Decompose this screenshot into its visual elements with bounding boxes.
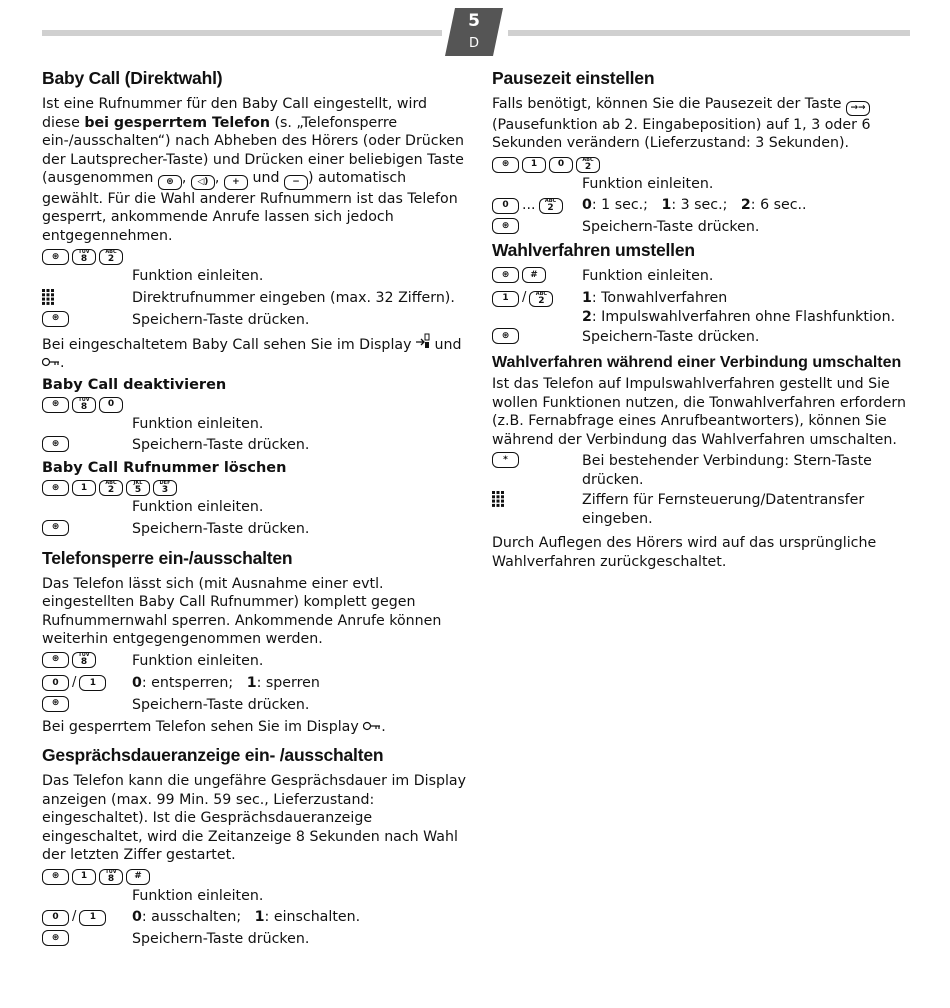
key-1: 1: [72, 480, 96, 496]
page-language: D: [468, 36, 479, 51]
plus-key: +: [224, 175, 248, 190]
step-row: ⊛ Speichern-Taste drücken.: [42, 696, 466, 716]
save-key: ⊛: [42, 520, 69, 536]
step-row: ⊛ Speichern-Taste drücken.: [42, 311, 466, 331]
save-key: ⊛: [42, 311, 69, 327]
pause-key: →→: [846, 101, 870, 116]
key-1: 1: [72, 869, 96, 885]
keypad-icon: [492, 491, 504, 507]
step-text: Funktion einleiten.: [132, 887, 264, 904]
right-column: [492, 68, 912, 574]
key-3: DEF 3: [153, 480, 177, 496]
baby-call-icon: [416, 333, 430, 349]
pause-title: Pausezeit einstellen: [492, 68, 655, 88]
phone-lock-text: Das Telefon lässt sich (mit Ausnahme einer evtl. eingestellten Baby Call Rufnummer) komplett gegen Rufnummernwahl sperren. Ankommende Anrufe können weiterhin entgegengenommen werden.: [42, 575, 442, 648]
dial-mode-during-call-title: Wahlverfahren während einer Verbindung umschalten: [492, 354, 902, 372]
key-1: 1: [79, 910, 106, 926]
phone-lock-note: Bei gesperrtem Telefon sehen Sie im Display .: [42, 718, 386, 735]
key-2: ABC 2: [99, 480, 123, 496]
save-key: ⊛: [492, 157, 519, 173]
key-0: 0: [549, 157, 573, 173]
step-row: ⊛ Speichern-Taste drücken.: [42, 520, 466, 540]
pause-key-sequence: [492, 156, 912, 174]
save-key: ⊛: [42, 249, 69, 265]
key-2: ABC 2: [539, 198, 563, 214]
header-rule-right: [508, 30, 910, 36]
step-row: Ziffern für Fernsteuerung/Datentransfer eingeben.: [492, 491, 912, 528]
keypad-icon: [42, 289, 54, 305]
speaker-key: ◁): [191, 175, 215, 190]
key-0: 0: [492, 198, 519, 214]
step-row: ⊛ Speichern-Taste drücken.: [42, 436, 466, 456]
star-key: *: [492, 452, 519, 468]
key-1: 1: [492, 291, 519, 307]
step-row: ⊛ Speichern-Taste drücken.: [492, 328, 912, 348]
save-key: ⊛: [42, 397, 69, 413]
key-0: 0: [42, 910, 69, 926]
baby-call-intro: Ist eine Rufnummer für den Baby Call eingestellt, wird diese bei gesperrtem Telefon (s. „Telefonsperre ein-/ausschalten“) nach Abheben des Hörers (oder Drücken der Lautsprecher-Taste) und Drücken einer beliebigen Taste (ausgenommen ⊛ , ◁) , + und − ) automatisch gewählt. Für die Wahl anderer Rufnummern ist das Telefon gesperrt, ankommende Anrufe lassen sich jedoch entgegennehmen.: [42, 96, 465, 244]
save-key: ⊛: [42, 480, 69, 496]
key-hash: #: [126, 869, 150, 885]
dial-mode-title: Wahlverfahren umstellen: [492, 240, 695, 261]
key-0: 0: [99, 397, 123, 413]
call-duration-title: Gesprächsdaueranzeige ein- /ausschalten: [42, 745, 384, 766]
step-row: 0 ... ABC 2 0: 1 sec.; 1: 3 sec.; 2: 6 sec..: [492, 196, 912, 216]
key-5: JKL 5: [126, 480, 150, 496]
step-row: Direktrufnummer eingeben (max. 32 Ziffern).: [42, 289, 466, 309]
save-key: ⊛: [42, 869, 69, 885]
key-lock-icon: [42, 357, 60, 367]
step-text: Funktion einleiten.: [132, 415, 264, 432]
step-row: 1 / ABC 2 1: Tonwahlverfahren 2: Impulswahlverfahren ohne Flashfunktion.: [492, 289, 912, 326]
baby-call-delete-title: Baby Call Rufnummer löschen: [42, 460, 287, 477]
save-key: ⊛: [42, 436, 69, 452]
step-row: ⊛ TUV 8 Funktion einleiten.: [42, 652, 466, 672]
pause-text: Falls benötigt, können Sie die Pausezeit der Taste →→ (Pausefunktion ab 2. Eingabeposition) auf 1, 3 oder 6 Sekunden verändern (Lieferzustand: 3 Sekunden).: [492, 96, 871, 152]
key-2: ABC 2: [576, 157, 600, 173]
phone-lock-title: Telefonsperre ein-/ausschalten: [42, 547, 293, 568]
key-8: TUV 8: [72, 652, 96, 668]
save-key: ⊛: [42, 652, 69, 668]
save-key: ⊛: [42, 696, 69, 712]
save-key: ⊛: [158, 175, 182, 190]
dial-mode-during-call-text: Ist das Telefon auf Impulswahlverfahren gestellt und Sie wollen Funktionen nutzen, die Tonwahlverfahren erfordern (z.B. Fernabfrage eines Anrufbeantworters), können Sie während der Verbindung das Wahlverfahren umschalten.: [492, 376, 906, 448]
step-row: ⊛ Speichern-Taste drücken.: [492, 218, 912, 238]
baby-call-title: Baby Call (Direktwahl): [42, 68, 223, 88]
key-8: TUV 8: [72, 397, 96, 413]
page-number-tab: [445, 8, 503, 56]
dial-mode-footer-note: Durch Auflegen des Hörers wird auf das ursprüngliche Wahlverfahren zurückgeschaltet.: [492, 535, 877, 570]
save-key: ⊛: [42, 930, 69, 946]
key-8: TUV 8: [72, 249, 96, 265]
page-number: 5: [468, 11, 480, 31]
step-row: 0 / 1 0: ausschalten; 1: einschalten.: [42, 908, 466, 928]
call-duration-text: Das Telefon kann die ungefähre Gesprächsdauer im Display anzeigen (max. 99 Min. 59 sec., Lieferzustand: eingeschaltet). Ist die Gesprächsdaueranzeige eingeschaltet, wird die Zeitanzeige 8 Sekunden nach Wahl der letzten Ziffer gestartet.: [42, 773, 467, 864]
deactivate-key-sequence: [42, 396, 466, 414]
key-1: 1: [79, 675, 106, 691]
baby-call-key-sequence: [42, 248, 466, 266]
key-hash: #: [522, 267, 546, 283]
save-key: ⊛: [492, 267, 519, 283]
step-row: ⊛ Speichern-Taste drücken.: [42, 930, 466, 950]
minus-key: −: [284, 175, 308, 190]
save-key: ⊛: [492, 328, 519, 344]
step-row: ⊛ # Funktion einleiten.: [492, 267, 912, 287]
delete-key-sequence: [42, 479, 466, 497]
key-8: TUV 8: [99, 869, 123, 885]
baby-call-display-note: Bei eingeschaltetem Baby Call sehen Sie im Display und .: [42, 333, 466, 373]
baby-call-deactivate-title: Baby Call deaktivieren: [42, 376, 227, 393]
duration-key-sequence: [42, 868, 466, 886]
step-text: Funktion einleiten.: [132, 268, 264, 285]
step-text: Funktion einleiten.: [132, 499, 264, 516]
left-column: [42, 68, 466, 952]
key-1: 1: [522, 157, 546, 173]
step-text: Funktion einleiten.: [582, 175, 714, 192]
key-2: ABC 2: [529, 291, 553, 307]
key-2: ABC 2: [99, 249, 123, 265]
header-rule-left: [42, 30, 442, 36]
key-0: 0: [42, 675, 69, 691]
step-row: 0 / 1 0: entsperren; 1: sperren: [42, 674, 466, 694]
step-row: * Bei bestehender Verbindung: Stern-Taste drücken.: [492, 452, 912, 489]
save-key: ⊛: [492, 218, 519, 234]
key-lock-icon: [363, 721, 381, 731]
